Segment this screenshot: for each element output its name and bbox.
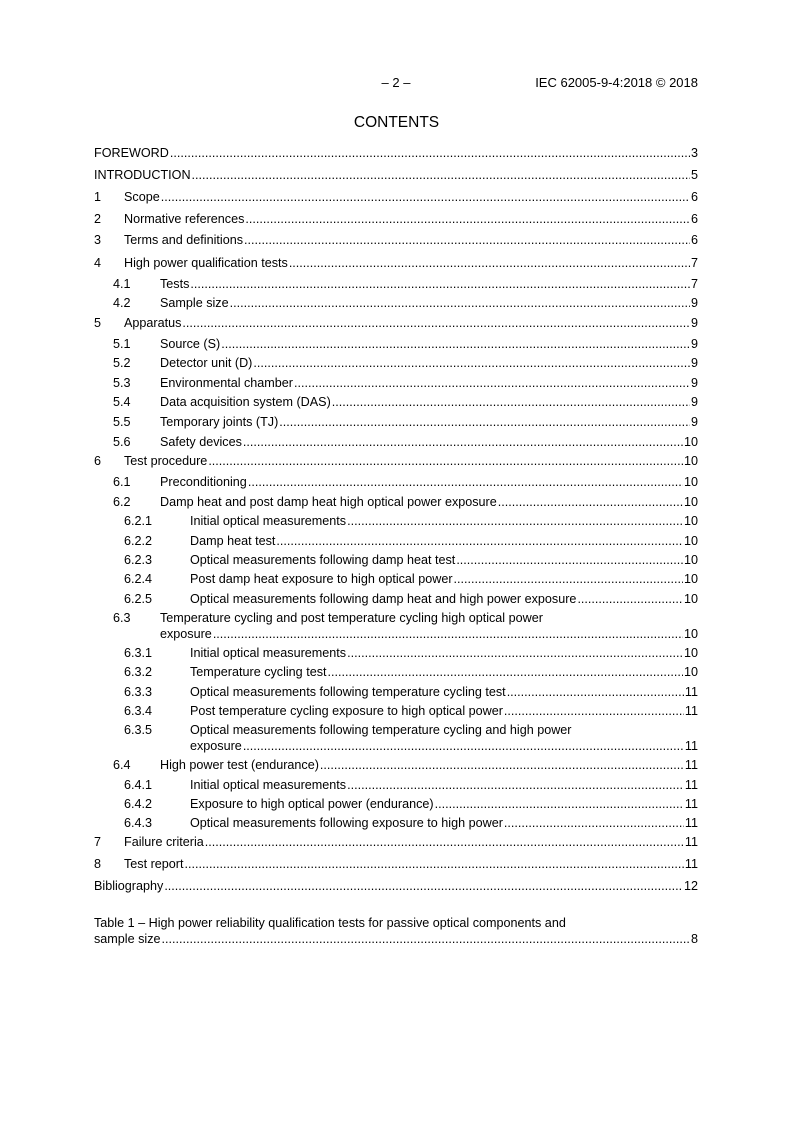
dot-leader — [230, 295, 690, 311]
toc-entry-title[interactable]: Terms and definitions — [124, 233, 244, 247]
toc-entry-page: 10 — [683, 454, 698, 468]
toc-entry-title[interactable]: Sample size — [160, 296, 229, 310]
toc-entry-row — [190, 591, 698, 607]
dot-leader — [208, 453, 683, 469]
toc-entry-number: 6.2.1 — [124, 514, 153, 528]
toc-entry-page: 10 — [683, 514, 698, 528]
toc-entry-row — [160, 276, 698, 292]
dot-leader — [162, 931, 690, 947]
toc-entry-title[interactable]: Temporary joints (TJ) — [160, 415, 279, 429]
dot-leader — [332, 394, 690, 410]
toc-entry-row — [94, 931, 698, 947]
toc-entry-row — [94, 145, 698, 161]
dot-leader — [347, 513, 683, 529]
toc-entry-number: 6.3.4 — [124, 704, 153, 718]
toc-entry-title[interactable]: Optical measurements following exposure to high power — [190, 816, 503, 830]
toc-entry-page: 11 — [684, 739, 698, 753]
toc-entry-row — [160, 355, 698, 371]
toc-entry-title[interactable]: Failure criteria — [124, 835, 204, 849]
toc-entry-title-continued[interactable]: exposure — [160, 627, 212, 641]
toc-entry-page: 9 — [690, 316, 698, 330]
toc-entry-page: 12 — [683, 879, 698, 893]
toc-entry[interactable] — [94, 167, 698, 183]
toc-entry-row — [124, 856, 698, 872]
toc-entry-title[interactable]: Normative references — [124, 212, 245, 226]
toc-entry-number: 6.3.3 — [124, 685, 153, 699]
toc-entry[interactable] — [94, 189, 698, 205]
toc-entry-page: 6 — [690, 233, 698, 247]
toc-entry[interactable] — [94, 494, 698, 510]
toc-entry[interactable] — [94, 474, 698, 490]
toc-entry-row — [124, 453, 698, 469]
page-number: – 2 – — [381, 75, 411, 90]
dot-leader — [435, 796, 684, 812]
toc-entry-page: 10 — [683, 665, 698, 679]
toc-entry-title[interactable]: Initial optical measurements — [190, 514, 347, 528]
toc-entry[interactable] — [94, 453, 698, 469]
toc-entry-row — [160, 757, 698, 773]
toc-entry-row — [190, 738, 698, 754]
toc-entry-row — [94, 878, 698, 894]
toc-entry[interactable] — [94, 434, 698, 450]
toc-entry[interactable] — [94, 645, 698, 661]
toc-entry-title[interactable]: Scope — [124, 190, 160, 204]
dot-leader — [213, 626, 683, 642]
toc-entry[interactable] — [94, 315, 698, 331]
toc-entry[interactable] — [94, 703, 698, 719]
toc-entry-number: 6.3.1 — [124, 646, 153, 660]
toc-entry-number: 4.1 — [113, 277, 131, 291]
toc-entry-row — [160, 434, 698, 450]
toc-entry-page: 10 — [683, 592, 698, 606]
dot-leader — [504, 703, 684, 719]
page-header — [94, 75, 698, 93]
dot-leader — [498, 494, 683, 510]
toc-entry-number: 8 — [94, 857, 102, 871]
toc-entry-number: 7 — [94, 835, 102, 849]
toc-entry-title[interactable]: Table 1 – High power reliability qualification tests for passive optical components and — [94, 916, 566, 930]
toc-entry-row — [160, 414, 698, 430]
toc-entry-page: 9 — [690, 296, 698, 310]
toc-entry-row — [190, 513, 698, 529]
toc-entry-page: 9 — [690, 337, 698, 351]
dot-leader — [248, 474, 683, 490]
toc-entry-number: 6.2.4 — [124, 572, 153, 586]
toc-entry[interactable] — [94, 757, 698, 773]
toc-entry-row — [190, 571, 698, 587]
toc-entry[interactable] — [94, 856, 698, 872]
toc-entry-title-continued[interactable]: exposure — [190, 739, 242, 753]
toc-entry-title[interactable]: Optical measurements following temperature cycling and high power — [190, 723, 572, 737]
toc-entry-title[interactable]: High power test (endurance) — [160, 758, 319, 772]
toc-entry-page: 8 — [690, 932, 698, 946]
toc-entry-row — [190, 664, 698, 680]
toc-entry-page: 11 — [684, 778, 698, 792]
toc-entry[interactable] — [94, 796, 698, 812]
toc-entry-page: 6 — [690, 212, 698, 226]
toc-entry-title[interactable]: Temperature cycling and post temperature cycling high optical power — [160, 611, 543, 625]
toc-entry-title-continued[interactable]: sample size — [94, 932, 161, 946]
dot-leader — [347, 645, 683, 661]
toc-entry-page: 11 — [684, 797, 698, 811]
toc-entry-title[interactable]: Tests — [160, 277, 190, 291]
toc-entry-row — [160, 474, 698, 490]
toc-entry-row — [160, 375, 698, 391]
dot-leader — [245, 211, 690, 227]
toc-entry-title[interactable]: Optical measurements following temperature cycling test — [190, 685, 506, 699]
toc-entry-row — [160, 394, 698, 410]
dot-leader — [164, 878, 683, 894]
dot-leader — [347, 777, 684, 793]
toc-entry-title[interactable]: Temperature cycling test — [190, 665, 327, 679]
toc-entry[interactable] — [94, 145, 698, 161]
toc-entry-number: 6.2.2 — [124, 534, 153, 548]
toc-entry-number: 6.2.3 — [124, 553, 153, 567]
dot-leader — [161, 189, 690, 205]
toc-entry[interactable] — [94, 552, 698, 568]
dot-leader — [190, 276, 690, 292]
toc-entry[interactable] — [94, 610, 698, 642]
toc-entry[interactable] — [94, 684, 698, 700]
dot-leader — [182, 315, 690, 331]
toc-entry-page: 10 — [683, 495, 698, 509]
toc-entry-title[interactable]: FOREWORD — [94, 146, 169, 160]
toc-entry-number: 4.2 — [113, 296, 131, 310]
toc-entry-row — [160, 626, 698, 642]
toc-entry-title[interactable]: Safety devices — [160, 435, 242, 449]
toc-entry-page: 11 — [684, 758, 698, 772]
toc-entry-page: 11 — [684, 685, 698, 699]
toc-entry-title[interactable]: Bibliography — [94, 879, 164, 893]
toc-entry-page: 7 — [690, 277, 698, 291]
toc-entry-number: 6.4.1 — [124, 778, 153, 792]
toc-entry-row — [124, 315, 698, 331]
toc-entry-number: 5 — [94, 316, 102, 330]
toc-entry-title[interactable]: Test report — [124, 857, 184, 871]
toc-entry[interactable] — [94, 232, 698, 248]
toc-entry-title[interactable]: Apparatus — [124, 316, 182, 330]
toc-entry[interactable] — [94, 571, 698, 587]
toc-entry-number: 2 — [94, 212, 102, 226]
toc-entry-number: 6.3.5 — [124, 723, 153, 737]
toc-entry-title[interactable]: Detector unit (D) — [160, 356, 253, 370]
dot-leader — [276, 533, 683, 549]
toc-entry-number: 1 — [94, 190, 102, 204]
toc-entry-page: 9 — [690, 356, 698, 370]
toc-entry-number: 3 — [94, 233, 102, 247]
toc-entry-page: 10 — [683, 627, 698, 641]
dot-leader — [507, 684, 684, 700]
toc-entry[interactable] — [94, 211, 698, 227]
toc-entry-title[interactable]: Test procedure — [124, 454, 208, 468]
toc-entry-page: 9 — [690, 395, 698, 409]
toc-entry-row — [190, 815, 698, 831]
toc-entry-title[interactable]: Source (S) — [160, 337, 221, 351]
toc-entry-row — [124, 232, 698, 248]
toc-entry-title[interactable]: Damp heat and post damp heat high optical power exposure — [160, 495, 497, 509]
toc-entry-page: 11 — [684, 835, 698, 849]
toc-entry-page: 10 — [683, 553, 698, 567]
toc-entry-title[interactable]: Data acquisition system (DAS) — [160, 395, 331, 409]
dot-leader — [170, 145, 690, 161]
toc-entry-row — [160, 336, 698, 352]
toc-entry-page: 5 — [690, 168, 698, 182]
toc-entry[interactable] — [94, 375, 698, 391]
toc-entry-number: 5.6 — [113, 435, 131, 449]
toc-entry-row — [124, 834, 698, 850]
toc-entry-number: 6.4.3 — [124, 816, 153, 830]
toc-entry-page: 7 — [690, 256, 698, 270]
toc-entry[interactable] — [94, 255, 698, 271]
dot-leader — [294, 375, 690, 391]
toc-entry-page: 10 — [683, 534, 698, 548]
toc-entry-number: 6.4 — [113, 758, 131, 772]
dot-leader — [192, 167, 690, 183]
toc-entry[interactable] — [94, 915, 698, 947]
toc-entry-page: 10 — [683, 646, 698, 660]
dot-leader — [243, 434, 683, 450]
toc-entry-title[interactable]: Preconditioning — [160, 475, 247, 489]
dot-leader — [279, 414, 690, 430]
toc-entry[interactable] — [94, 591, 698, 607]
toc-entry[interactable] — [94, 722, 698, 754]
toc-entry-row — [160, 295, 698, 311]
toc-entry-number: 5.2 — [113, 356, 131, 370]
toc-entry-row — [190, 703, 698, 719]
dot-leader — [454, 571, 683, 587]
toc-entry[interactable] — [94, 394, 698, 410]
toc-entry-page: 9 — [690, 376, 698, 390]
toc-entry[interactable] — [94, 664, 698, 680]
toc-entry-number: 6.4.2 — [124, 797, 153, 811]
dot-leader — [577, 591, 683, 607]
dot-leader — [289, 255, 690, 271]
toc-entry-row — [190, 645, 698, 661]
toc-entry[interactable] — [94, 533, 698, 549]
toc-entry-row — [190, 796, 698, 812]
toc-entry-number: 6.1 — [113, 475, 131, 489]
dot-leader — [320, 757, 684, 773]
toc-entry-number: 4 — [94, 256, 102, 270]
toc-entry-number: 6.2 — [113, 495, 131, 509]
toc-entry-title[interactable]: Optical measurements following damp heat test — [190, 553, 456, 567]
toc-entry[interactable] — [94, 777, 698, 793]
toc-entry-row — [190, 533, 698, 549]
toc-entry-number: 5.3 — [113, 376, 131, 390]
dot-leader — [243, 738, 684, 754]
toc-entry-page: 10 — [683, 475, 698, 489]
dot-leader — [185, 856, 684, 872]
toc-entry-title[interactable]: Environmental chamber — [160, 376, 293, 390]
toc-entry[interactable] — [94, 815, 698, 831]
toc-entry-title[interactable]: Post damp heat exposure to high optical power — [190, 572, 453, 586]
toc-entry[interactable] — [94, 513, 698, 529]
toc-entry-title[interactable]: Damp heat test — [190, 534, 276, 548]
dot-leader — [328, 664, 683, 680]
dot-leader — [221, 336, 690, 352]
toc-entry[interactable] — [94, 878, 698, 894]
toc-entry-page: 10 — [683, 435, 698, 449]
toc-entry-row — [124, 255, 698, 271]
toc-entry[interactable] — [94, 276, 698, 292]
toc-entry-number: 5.1 — [113, 337, 131, 351]
toc-entry-row — [124, 189, 698, 205]
toc-entry[interactable] — [94, 295, 698, 311]
toc-entry-number: 6 — [94, 454, 102, 468]
toc-entry-row — [190, 777, 698, 793]
dot-leader — [205, 834, 684, 850]
toc-entry-page: 3 — [690, 146, 698, 160]
toc-entry-number: 6.3.2 — [124, 665, 153, 679]
dot-leader — [456, 552, 683, 568]
toc-entry-row — [94, 167, 698, 183]
page-title: CONTENTS — [353, 114, 440, 131]
toc-entry-row — [190, 552, 698, 568]
toc-entry[interactable] — [94, 414, 698, 430]
toc-entry[interactable] — [94, 336, 698, 352]
dot-leader — [253, 355, 690, 371]
toc-entry-page: 9 — [690, 415, 698, 429]
toc-entry[interactable] — [94, 834, 698, 850]
toc-entry-title[interactable]: INTRODUCTION — [94, 168, 191, 182]
toc-entry-page: 6 — [690, 190, 698, 204]
toc-entry-row — [190, 684, 698, 700]
toc-entry-number: 5.5 — [113, 415, 131, 429]
toc-entry-page: 11 — [684, 816, 698, 830]
toc-entry-title[interactable]: Initial optical measurements — [190, 646, 347, 660]
toc-entry-number: 6.3 — [113, 611, 131, 625]
toc-entry-title[interactable]: Post temperature cycling exposure to high optical power — [190, 704, 503, 718]
toc-entry-title[interactable]: Exposure to high optical power (endurance) — [190, 797, 434, 811]
standard-reference: IEC 62005-9-4:2018 © 2018 — [535, 75, 698, 90]
toc-entry-title[interactable]: High power qualification tests — [124, 256, 288, 270]
toc-entry-page: 11 — [684, 704, 698, 718]
dot-leader — [244, 232, 690, 248]
toc-entry-number: 6.2.5 — [124, 592, 153, 606]
toc-entry[interactable] — [94, 355, 698, 371]
toc-entry-number: 5.4 — [113, 395, 131, 409]
toc-entry-row — [124, 211, 698, 227]
toc-entry-page: 10 — [683, 572, 698, 586]
toc-entry-title[interactable]: Initial optical measurements — [190, 778, 347, 792]
toc-entry-title[interactable]: Optical measurements following damp heat and high power exposure — [190, 592, 577, 606]
toc-entry-row — [160, 494, 698, 510]
toc-entry-page: 11 — [684, 857, 698, 871]
dot-leader — [504, 815, 684, 831]
